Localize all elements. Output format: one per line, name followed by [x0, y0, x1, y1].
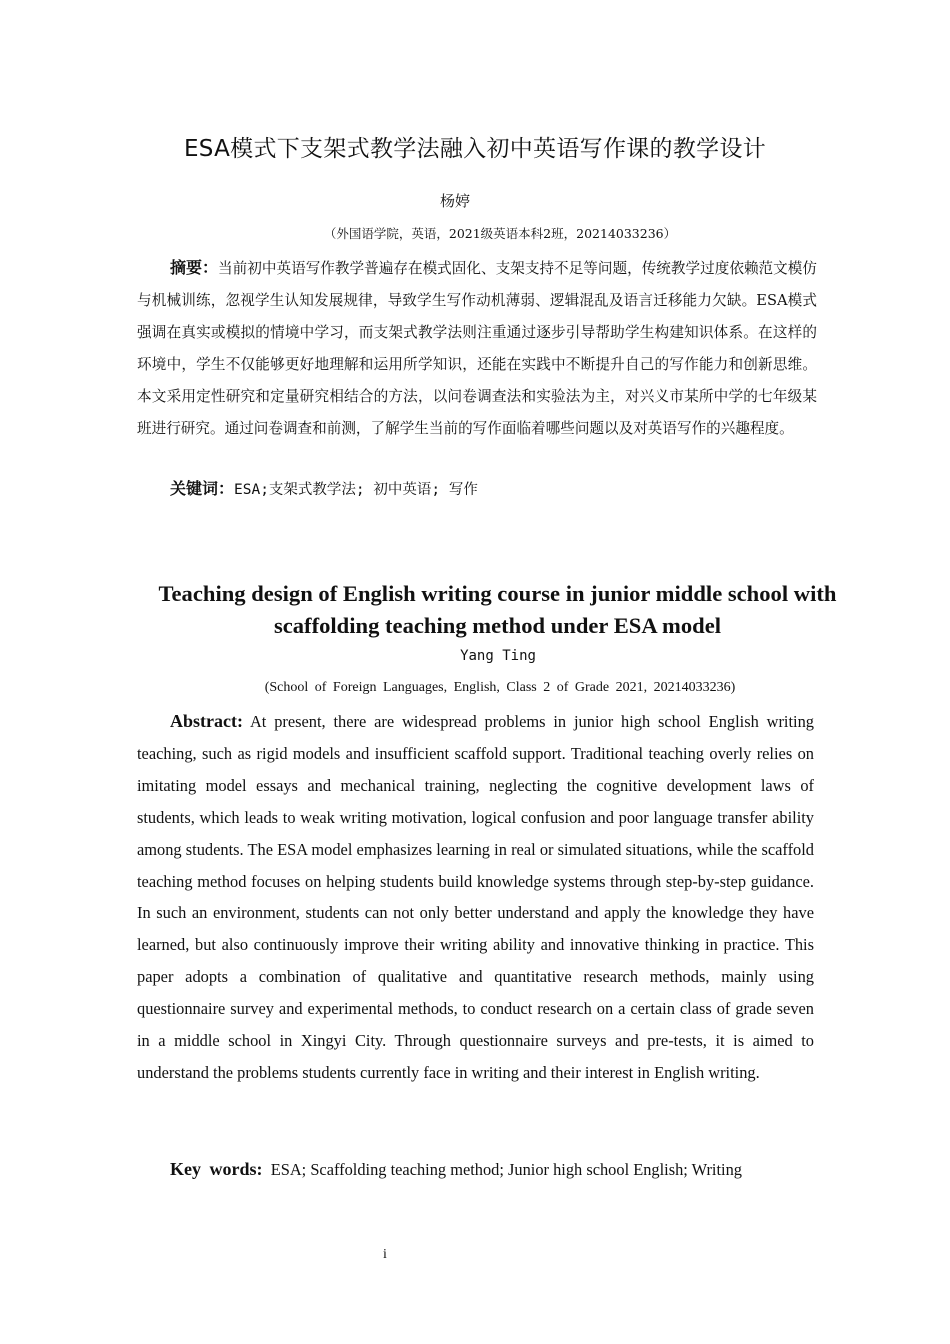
chinese-title: ESA模式下支架式教学法融入初中英语写作课的教学设计: [183, 136, 767, 162]
english-abstract: [137, 706, 814, 1089]
chinese-abstract-text: 当前初中英语写作教学普遍存在模式固化、支架支持不足等问题，传统教学过度依赖范文模仿与机械训练，忽视学生认知发展规律，导致学生写作动机薄弱、逻辑混乱及语言迁移能力欠缺。ESA模式强调在真实或模拟的情境中学习，而支架式教学法则注重通过逐步引导帮助学生构建知识体系。在这样的环境中，学生不仅能够更好地理解和运用所学知识，还能在实践中不断提升自己的写作能力和创新思维。本文采用定性研究和定量研究相结合的方法，以问卷调查法和实验法为主，对兴义市某所中学的七年级某班进行研究。通过问卷调查和前测，了解学生当前的写作面临着哪些问题以及对英语写作的兴趣程度。: [137, 260, 817, 437]
chinese-abstract: [137, 252, 817, 445]
chinese-keywords: [170, 476, 810, 503]
english-keywords-text: ESA; Scaffolding teaching method; Junior high school English; Writing: [270, 1160, 742, 1179]
chinese-author: 杨婷: [439, 192, 470, 210]
english-keywords: [170, 1155, 820, 1184]
english-keywords-label: Key words:: [170, 1159, 263, 1179]
chinese-affiliation: （外国语学院，英语，2021级英语本科2班，20214033236）: [323, 226, 677, 241]
english-abstract-text: At present, there are widespread problems in junior high school English writing teaching, such as rigid models and insufficient scaffold support. Traditional teaching overly relies on imitating model essays and mechanical training, neglecting the cognitive development laws of students, which leads to weak writing motivation, logical confusion and poor language transfer ability among students. The ESA model emphasizes learning in real or simulated situations, while the scaffold teaching method focuses on helping students build knowledge systems through step-by-step guidance. In such an environment, students can not only better understand and apply the knowledge they have learned, but also continuously improve their writing ability and innovative thinking in practice. This paper adopts a combination of qualitative and quantitative research methods, mainly using questionnaire survey and experimental methods, to conduct research on a certain class of grade seven in a middle school in Xingyi City. Through questionnaire surveys and pre-tests, it is aimed to understand the problems students currently face in writing and their interest in English writing.: [137, 712, 814, 1082]
chinese-keywords-text: ESA;支架式教学法; 初中英语; 写作: [234, 482, 478, 498]
page-number: i: [383, 1247, 387, 1262]
english-affiliation: (School of Foreign Languages, English, Class 2 of Grade 2021, 20214033236): [264, 680, 736, 695]
chinese-abstract-label: 摘要：: [170, 258, 219, 277]
english-abstract-label: Abstract:: [170, 711, 243, 731]
chinese-keywords-label: 关键词：: [170, 479, 235, 498]
english-author: Yang Ting: [460, 648, 536, 664]
english-title: Teaching design of English writing course in junior middle school with scaffolding teaching method under ESA model: [158, 581, 837, 638]
